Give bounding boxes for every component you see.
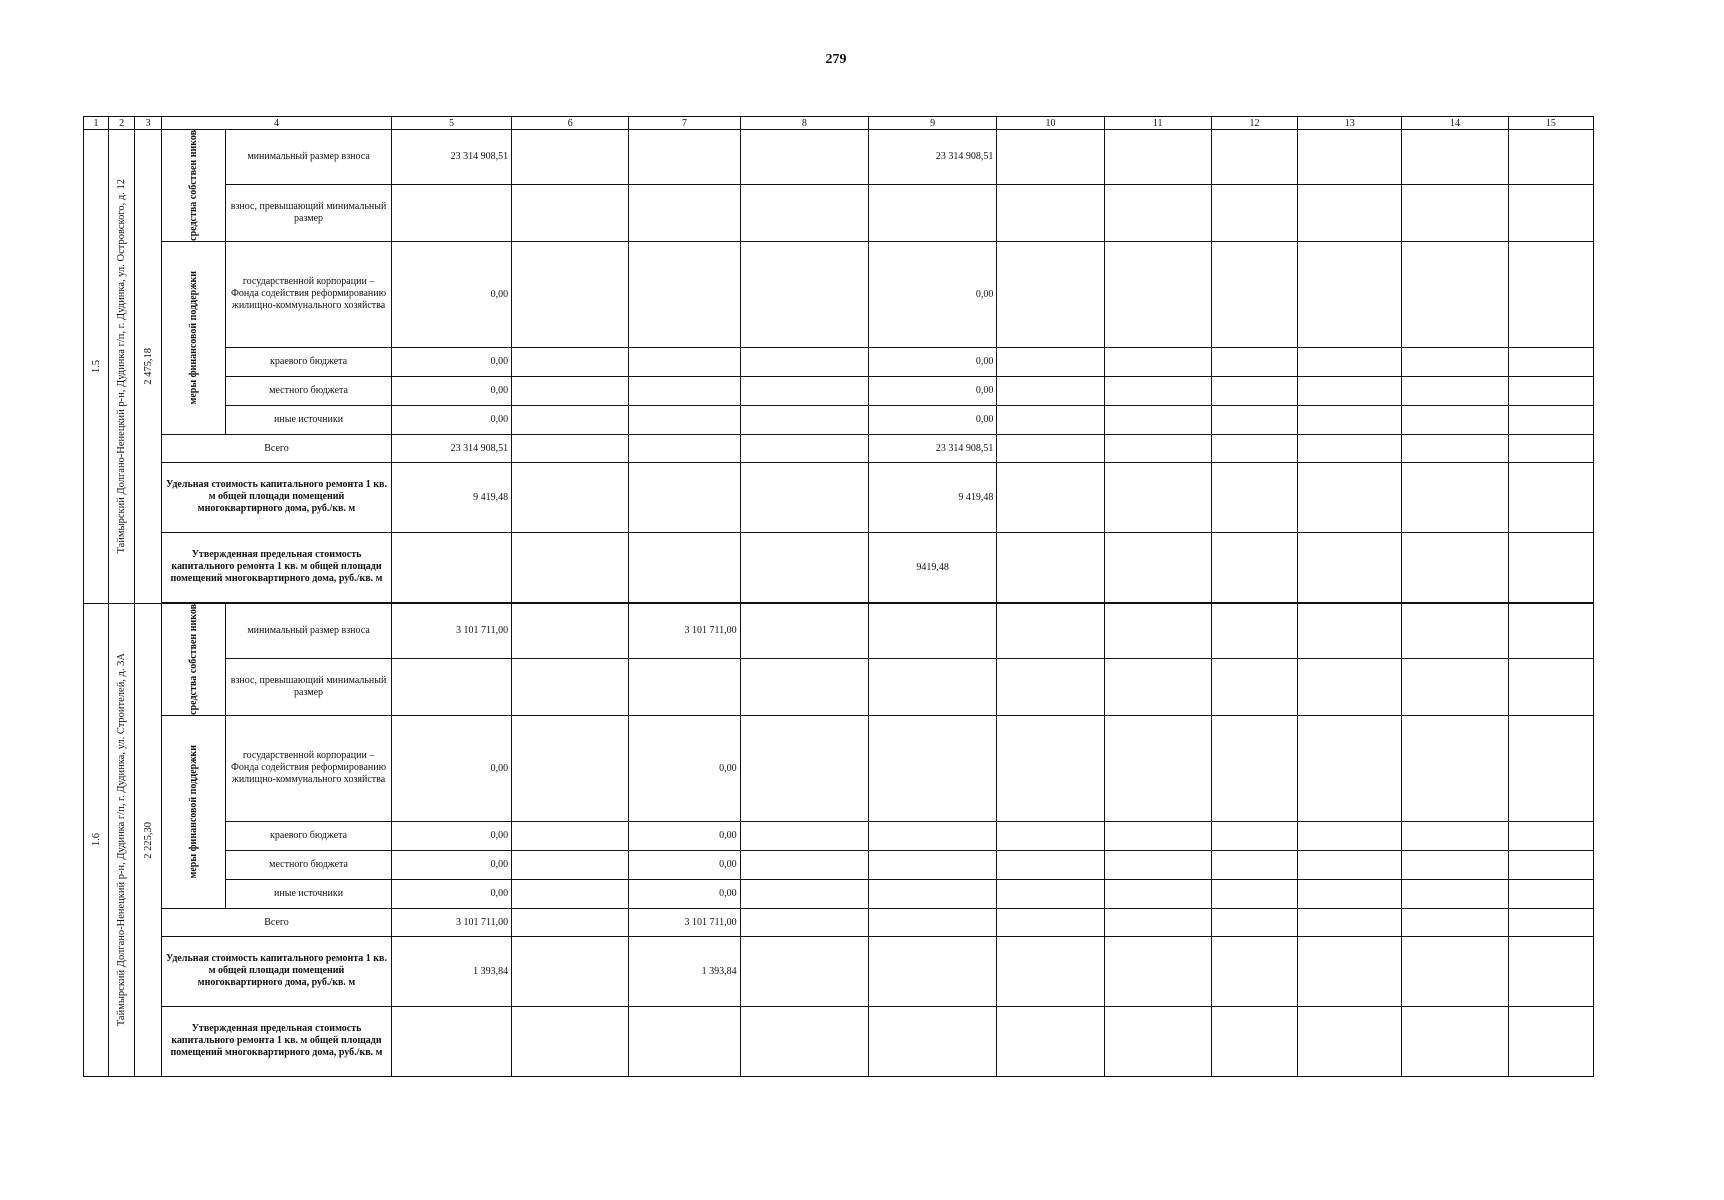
value-cell: 0,00	[391, 850, 511, 879]
table-row	[84, 908, 1594, 936]
value-cell: 0,00	[391, 821, 511, 850]
owners-funds-cell: средства собствен ников	[162, 603, 226, 715]
col-header: 13	[1298, 117, 1402, 130]
capital-repair-table	[83, 116, 1594, 1077]
col-header: 9	[869, 117, 997, 130]
owners-funds-cell: средства собствен ников	[162, 130, 226, 242]
row-label: минимальный размер взноса	[226, 130, 391, 185]
total-label: Всего	[162, 908, 392, 936]
col-header: 11	[1104, 117, 1211, 130]
row-label: взнос, превышающий минимальный размер	[226, 658, 391, 715]
address-cell: Таймырский Долгано-Ненецкий р-н, Дудинка г/п, г. Дудинка, ул. Островского, д. 12	[109, 130, 135, 604]
value-cell: 3 101 711,00	[391, 603, 511, 658]
value-cell: 0,00	[869, 376, 997, 405]
row-label: местного бюджета	[226, 850, 391, 879]
value-cell: 23 314 908,51	[869, 434, 997, 462]
value-cell: 0,00	[391, 405, 511, 434]
value-cell: 0,00	[629, 850, 740, 879]
table-row	[84, 821, 1594, 850]
max-cost-label: Утвержденная предельная стоимость капитального ремонта 1 кв. м общей площади помещений многоквартирного дома, руб./кв. м	[162, 1006, 392, 1076]
col-header: 2	[109, 117, 135, 130]
column-number-row	[84, 117, 1594, 130]
total-label: Всего	[162, 434, 392, 462]
table-row	[84, 405, 1594, 434]
table-row	[84, 603, 1594, 658]
col-header: 8	[740, 117, 868, 130]
col-header: 1	[84, 117, 109, 130]
table-row	[84, 1006, 1594, 1076]
col-header: 12	[1211, 117, 1297, 130]
row-label: местного бюджета	[226, 376, 391, 405]
value-cell: 23 314 908,51	[391, 130, 511, 185]
area-cell: 2 475,18	[135, 130, 162, 604]
value-cell: 9 419,48	[391, 462, 511, 532]
table-row	[84, 184, 1594, 241]
row-id-cell: 1.6	[84, 603, 109, 1076]
value-cell: 0,00	[391, 376, 511, 405]
area-cell: 2 225,30	[135, 603, 162, 1076]
table-row	[84, 241, 1594, 347]
support-measures-cell: меры финансовой поддержки	[162, 241, 226, 434]
value-cell: 0,00	[391, 347, 511, 376]
value-cell: 23 314 908,51	[869, 130, 997, 185]
table-row	[84, 130, 1594, 185]
table-row	[84, 376, 1594, 405]
value-cell: 0,00	[869, 347, 997, 376]
value-cell: 9419,48	[869, 532, 997, 602]
address-cell: Таймырский Долгано-Ненецкий р-н, Дудинка г/п, г. Дудинка, ул. Строителей, д. 3А	[109, 603, 135, 1076]
value-cell: 3 101 711,00	[629, 908, 740, 936]
col-header: 15	[1508, 117, 1593, 130]
table-row	[84, 936, 1594, 1006]
value-cell: 3 101 711,00	[391, 908, 511, 936]
row-label: минимальный размер взноса	[226, 603, 391, 658]
support-measures-cell: меры финансовой поддержки	[162, 715, 226, 908]
page-number: 279	[825, 52, 847, 67]
table-row	[84, 850, 1594, 879]
max-cost-label: Утвержденная предельная стоимость капитального ремонта 1 кв. м общей площади помещений многоквартирного дома, руб./кв. м	[162, 532, 392, 602]
row-label: иные источники	[226, 405, 391, 434]
value-cell: 3 101 711,00	[629, 603, 740, 658]
row-label: государственной корпорации – Фонда содействия реформированию жилищно-коммунального хозяйства	[226, 715, 391, 821]
row-label: взнос, превышающий минимальный размер	[226, 184, 391, 241]
value-cell: 0,00	[629, 879, 740, 908]
col-header: 14	[1402, 117, 1508, 130]
value-cell: 0,00	[869, 241, 997, 347]
value-cell: 9 419,48	[869, 462, 997, 532]
row-label: государственной корпорации – Фонда содействия реформированию жилищно-коммунального хозяйства	[226, 241, 391, 347]
table-row	[84, 879, 1594, 908]
col-header: 5	[391, 117, 511, 130]
unit-cost-label: Удельная стоимость капитального ремонта 1 кв. м общей площади помещений многоквартирного дома, руб./кв. м	[162, 462, 392, 532]
value-cell: 0,00	[869, 405, 997, 434]
table-row	[84, 434, 1594, 462]
value-cell: 23 314 908,51	[391, 434, 511, 462]
row-label: краевого бюджета	[226, 821, 391, 850]
col-header: 7	[629, 117, 740, 130]
col-header: 4	[162, 117, 392, 130]
table-row	[84, 658, 1594, 715]
value-cell: 1 393,84	[629, 936, 740, 1006]
row-label: краевого бюджета	[226, 347, 391, 376]
value-cell: 0,00	[629, 821, 740, 850]
value-cell: 1 393,84	[391, 936, 511, 1006]
unit-cost-label: Удельная стоимость капитального ремонта 1 кв. м общей площади помещений многоквартирного дома, руб./кв. м	[162, 936, 392, 1006]
col-header: 10	[997, 117, 1104, 130]
row-id-cell: 1.5	[84, 130, 109, 604]
table-row	[84, 532, 1594, 602]
table-row	[84, 462, 1594, 532]
value-cell: 0,00	[391, 715, 511, 821]
value-cell: 0,00	[629, 715, 740, 821]
col-header: 6	[512, 117, 629, 130]
table-row	[84, 347, 1594, 376]
table-row	[84, 715, 1594, 821]
value-cell: 0,00	[391, 879, 511, 908]
value-cell: 0,00	[391, 241, 511, 347]
row-label: иные источники	[226, 879, 391, 908]
col-header: 3	[135, 117, 162, 130]
